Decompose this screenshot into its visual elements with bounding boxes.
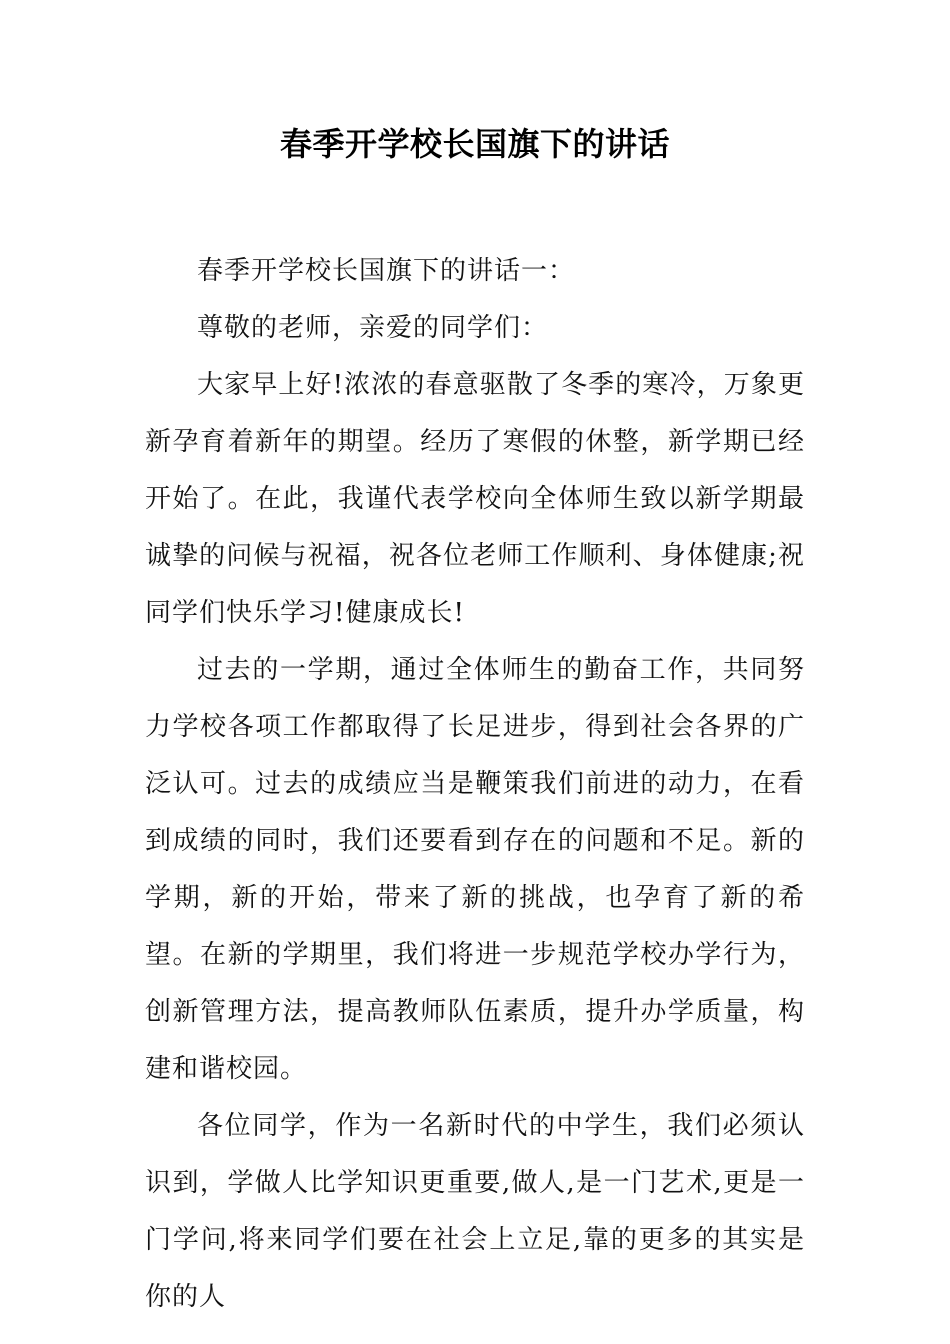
paragraph-greeting: 大家早上好!浓浓的春意驱散了冬季的寒冷，万象更新孕育着新年的期望。经历了寒假的休整，新学期已经开始了。在此，我谨代表学校向全体师生致以新学期最诚挚的问候与祝福，祝各位老师工作顺利、身体健康;祝同学们快乐学习!健康成长! <box>145 370 805 628</box>
paragraph-speech-heading: 春季开学校长国旗下的讲话一： <box>197 256 576 286</box>
document-body <box>145 243 805 1326</box>
paragraph-salutation: 尊敬的老师，亲爱的同学们： <box>197 313 549 343</box>
paragraph-past-semester: 过去的一学期，通过全体师生的勤奋工作，共同努力学校各项工作都取得了长足进步，得到社会各界的广泛认可。过去的成绩应当是鞭策我们前进的动力，在看到成绩的同时，我们还要看到存在的问题和不足。新的学期，新的开始，带来了新的挑战，也孕育了新的希望。在新的学期里，我们将进一步规范学校办学行为，创新管理方法，提高教师队伍素质，提升办学质量，构建和谐校园。 <box>145 655 805 1084</box>
page-title: 春季开学校长国旗下的讲话 <box>279 125 670 163</box>
paragraph-students: 各位同学，作为一名新时代的中学生，我们必须认识到，学做人比学知识更重要,做人,是一门艺术,更是一门学问,将来同学们要在社会上立足,靠的更多的其实是你的人 <box>145 1111 805 1312</box>
